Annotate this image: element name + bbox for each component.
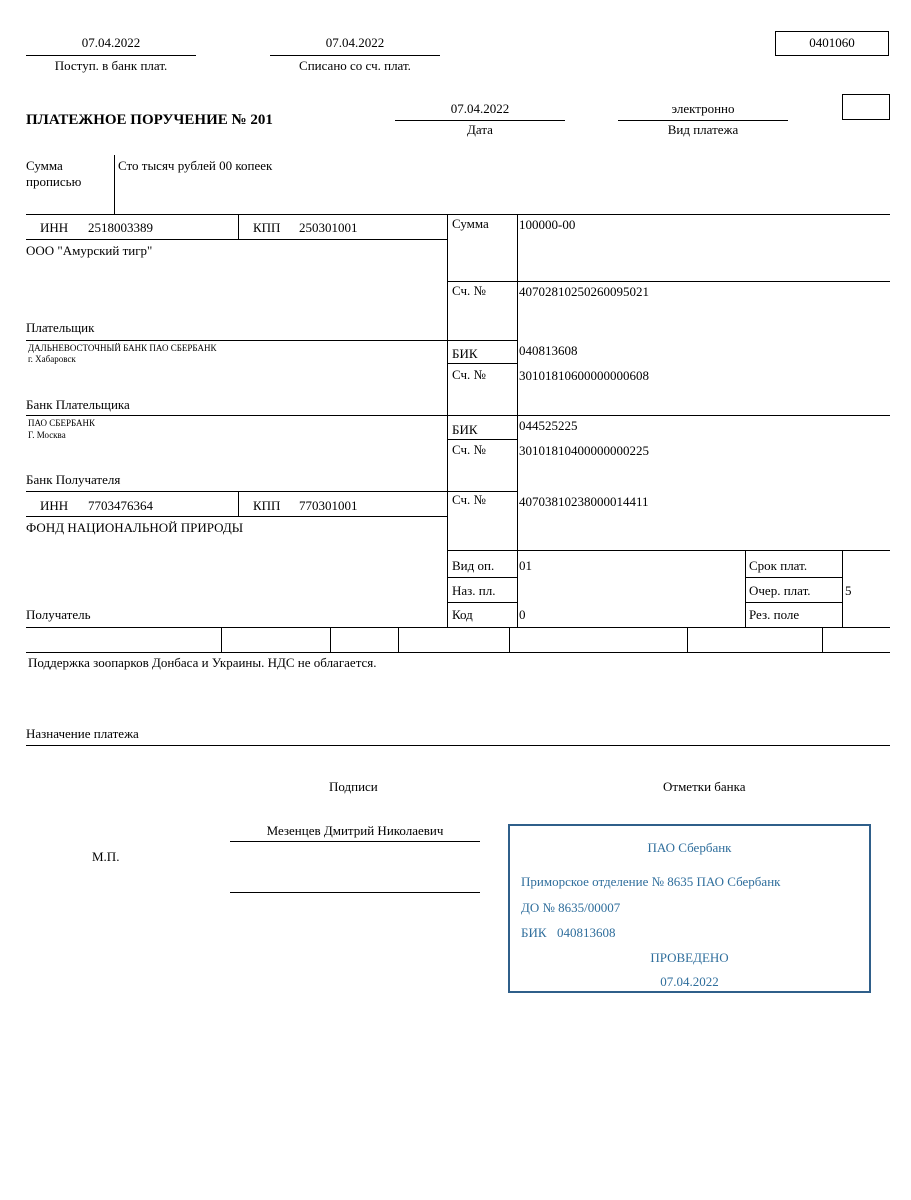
divider — [509, 627, 510, 652]
divider — [447, 439, 517, 440]
divider — [26, 745, 890, 746]
bank-received-date: 07.04.2022 — [81, 35, 141, 50]
divider — [26, 340, 517, 341]
signatures-label: Подписи — [329, 779, 378, 794]
divider — [330, 627, 331, 652]
code-value: 0 — [519, 607, 526, 622]
recipient-kpp-label: КПП — [253, 498, 281, 513]
divider — [395, 120, 565, 121]
divider — [238, 491, 239, 516]
stamp-branch: Приморское отделение № 8635 ПАО Сбербанк — [521, 874, 781, 889]
priority-value: 5 — [845, 583, 852, 598]
bank-received-label: Поступ. в банк плат. — [54, 58, 168, 73]
amount-words-value: Сто тысяч рублей 00 копеек — [118, 158, 273, 173]
divider — [238, 214, 239, 239]
amount-words-label-2: прописью — [26, 174, 82, 189]
divider — [26, 627, 890, 628]
purpose-label: Назначение платежа — [26, 726, 139, 741]
divider — [26, 491, 517, 492]
stamp-bank: ПАО Сбербанк — [647, 840, 732, 855]
payer-account: 40702810250260095021 — [519, 284, 649, 299]
document-date: 07.04.2022 — [450, 101, 510, 116]
debited-date: 07.04.2022 — [325, 35, 385, 50]
term-label: Срок плат. — [749, 558, 808, 573]
document-title: ПЛАТЕЖНОЕ ПОРУЧЕНИЕ № 201 — [26, 112, 273, 128]
empty-code-box — [842, 94, 890, 120]
amount-label: Сумма — [452, 216, 489, 231]
divider — [618, 120, 788, 121]
form-code: 0401060 — [809, 35, 855, 50]
recipient-bank-city: Г. Москва — [28, 430, 66, 440]
recipient-bank-account: 30101810400000000225 — [519, 443, 649, 458]
recipient-label: Получатель — [26, 607, 91, 622]
divider — [822, 627, 823, 652]
payer-inn: 2518003389 — [88, 220, 153, 235]
divider — [842, 550, 843, 627]
code-label: Код — [452, 607, 473, 622]
document-date-label: Дата — [467, 122, 493, 137]
payer-bank-account: 30101810600000000608 — [519, 368, 649, 383]
recipient-bank-label: Банк Получателя — [26, 472, 121, 487]
signature-line-2 — [230, 892, 480, 893]
payer-bank-bik: 040813608 — [519, 343, 578, 358]
divider — [26, 55, 196, 56]
payer-name: ООО "Амурский тигр" — [26, 243, 153, 258]
purpose-text: Поддержка зоопарков Донбаса и Украины. НДС не облагается. — [28, 655, 377, 670]
amount-words-label-1: Сумма — [26, 158, 63, 173]
divider — [447, 214, 448, 627]
divider — [26, 239, 447, 240]
recipient-inn-label: ИНН — [40, 498, 69, 513]
payer-kpp: 250301001 — [299, 220, 358, 235]
stamp-office: ДО № 8635/00007 — [521, 900, 621, 915]
stamp-place-label: М.П. — [92, 849, 120, 864]
recipient-inn: 7703476364 — [88, 498, 153, 513]
divider — [26, 415, 890, 416]
divider — [26, 214, 890, 215]
signature-line-1 — [230, 841, 480, 842]
recipient-kpp: 770301001 — [299, 498, 358, 513]
payer-bank-city: г. Хабаровск — [28, 354, 76, 364]
recipient-name: ФОНД НАЦИОНАЛЬНОЙ ПРИРОДЫ — [26, 520, 244, 535]
payment-type-label: Вид платежа — [667, 122, 739, 137]
stamp-date: 07.04.2022 — [660, 974, 719, 989]
payer-label: Плательщик — [26, 320, 95, 335]
purpose-code-label: Наз. пл. — [452, 583, 496, 598]
recipient-bank-name: ПАО СБЕРБАНК — [28, 418, 96, 428]
bank-stamp — [508, 824, 871, 993]
debited-label: Списано со сч. плат. — [299, 58, 411, 73]
payer-kpp-label: КПП — [253, 220, 281, 235]
payer-account-label: Сч. № — [452, 283, 486, 298]
priority-label: Очер. плат. — [749, 583, 811, 598]
divider — [26, 652, 890, 653]
divider — [447, 281, 890, 282]
amount-value: 100000-00 — [519, 217, 576, 232]
op-type-label: Вид оп. — [452, 558, 495, 573]
stamp-bik-label: БИК — [521, 925, 547, 940]
divider — [114, 155, 115, 215]
payer-inn-label: ИНН — [40, 220, 69, 235]
divider — [398, 627, 399, 652]
reserve-label: Рез. поле — [749, 607, 800, 622]
op-type: 01 — [519, 558, 532, 573]
stamp-status: ПРОВЕДЕНО — [650, 950, 729, 965]
recipient-account: 40703810238000014411 — [519, 494, 649, 509]
divider — [447, 577, 517, 578]
divider — [270, 55, 440, 56]
divider — [447, 363, 517, 364]
divider — [447, 550, 890, 551]
payer-bank-account-label: Сч. № — [452, 367, 486, 382]
divider — [745, 577, 842, 578]
payer-bank-bik-label: БИК — [452, 346, 478, 361]
payment-type: электронно — [671, 101, 735, 116]
bank-marks-label: Отметки банка — [663, 779, 746, 794]
stamp-bik: 040813608 — [557, 925, 616, 940]
recipient-account-label: Сч. № — [452, 492, 486, 507]
divider — [745, 550, 746, 627]
divider — [687, 627, 688, 652]
divider — [26, 516, 447, 517]
recipient-bank-bik: 044525225 — [519, 418, 578, 433]
divider — [517, 214, 518, 627]
divider — [447, 602, 517, 603]
payer-bank-name: ДАЛЬНЕВОСТОЧНЫЙ БАНК ПАО СБЕРБАНК — [28, 343, 217, 353]
signer-name: Мезенцев Дмитрий Николаевич — [266, 823, 444, 838]
recipient-bank-bik-label: БИК — [452, 422, 478, 437]
divider — [745, 602, 842, 603]
payer-bank-label: Банк Плательщика — [26, 397, 130, 412]
recipient-bank-account-label: Сч. № — [452, 442, 486, 457]
divider — [221, 627, 222, 652]
